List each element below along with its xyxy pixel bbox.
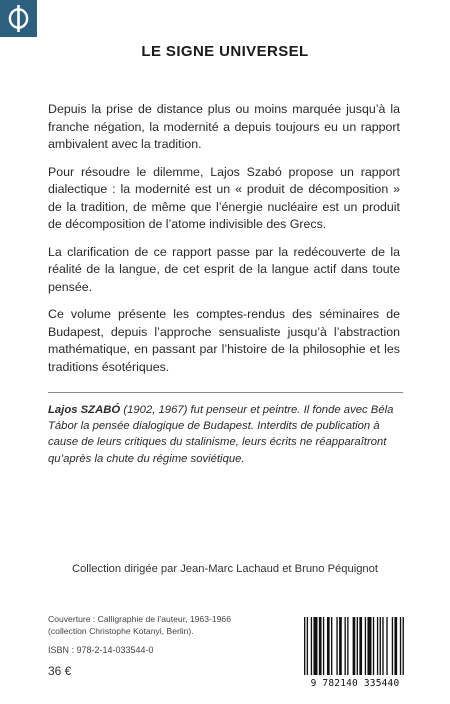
barcode-bar xyxy=(377,617,378,675)
author-name: Lajos SZABÓ xyxy=(48,404,121,416)
barcode-digits: 9 782140 335440 xyxy=(310,678,400,689)
phi-icon xyxy=(0,0,37,37)
author-dates: (1902, 1967) xyxy=(123,404,188,416)
barcode xyxy=(303,617,409,675)
barcode-bar xyxy=(359,617,362,675)
barcode-bar xyxy=(403,617,404,675)
barcode-bar xyxy=(327,617,330,675)
barcode-bar xyxy=(380,617,381,675)
book-title: LE SIGNE UNIVERSEL xyxy=(141,43,309,60)
barcode-bar xyxy=(307,617,308,675)
barcode-bar xyxy=(392,617,393,675)
barcode-bar xyxy=(313,617,317,675)
publisher-logo xyxy=(0,0,37,37)
blurb-paragraph-4: Ce volume présente les comptes-rendus des séminaires de Budapest, depuis l’approche sensualiste jusqu’à l’abstraction mathématique, en passant par l’histoire de la philosophie et les traditions ésotériques. xyxy=(48,307,400,374)
cover-credit-line-1: Couverture : Calligraphie de l’auteur, 1963-1966 xyxy=(48,614,231,624)
cover-credit xyxy=(48,614,231,637)
blurb-paragraph-3: La clarification de ce rapport passe par la redécouverte de la réalité de la langue, de cet esprit de la langue actif dans toute pensée. xyxy=(48,244,400,294)
barcode-bar xyxy=(394,617,397,675)
barcode-bar xyxy=(347,617,348,675)
barcode-bar xyxy=(367,617,371,675)
barcode-bar xyxy=(319,617,322,675)
barcode-bar xyxy=(304,617,305,675)
cover-credit-line-2: (collection Christophe Kotanyi, Berlin). xyxy=(48,625,194,636)
barcode-bar xyxy=(331,617,332,675)
barcode-bar xyxy=(339,617,342,675)
author-bio xyxy=(48,402,400,467)
isbn-text: ISBN : 978-2-14-033544-0 xyxy=(48,645,154,655)
back-cover-blurb xyxy=(48,101,400,386)
barcode-bar xyxy=(311,617,312,675)
barcode-bar xyxy=(400,617,401,675)
barcode-bar xyxy=(345,617,346,675)
barcode-bar xyxy=(382,617,383,675)
barcode-bar xyxy=(336,617,337,675)
author-bio-text: fut penseur et peintre. Il fonde avec Béla Tábor la pensée dialogique de Budapest. Interdits de publication à cause de leurs critiques du stalinisme, leurs écrits ne réapparaîtront qu’après la chute du régime soviétique. xyxy=(48,404,394,465)
barcode-bar xyxy=(386,617,387,675)
barcode-bar xyxy=(357,617,358,675)
barcode-bar xyxy=(373,617,374,675)
blurb-paragraph-2: Pour résoudre le dilemme, Lajos Szabó propose un rapport dialectique : la modernité est un « produit de décomposition » de la tradition, de même que l’énergie nucléaire est un produit de décomposition de l’atome indivisible des Grecs. xyxy=(48,164,400,231)
barcode-bar xyxy=(365,617,366,675)
price-text: 36 € xyxy=(48,664,72,678)
collection-credit: Collection dirigée par Jean-Marc Lachaud et Bruno Péquignot xyxy=(72,563,378,575)
blurb-paragraph-1: Depuis la prise de distance plus ou moins marquée jusqu’à la franche négation, la modernité a depuis toujours eu un rapport ambivalent avec la tradition. xyxy=(48,102,400,151)
barcode-bar xyxy=(353,617,356,675)
barcode-bar xyxy=(323,617,324,675)
section-divider xyxy=(48,392,403,393)
